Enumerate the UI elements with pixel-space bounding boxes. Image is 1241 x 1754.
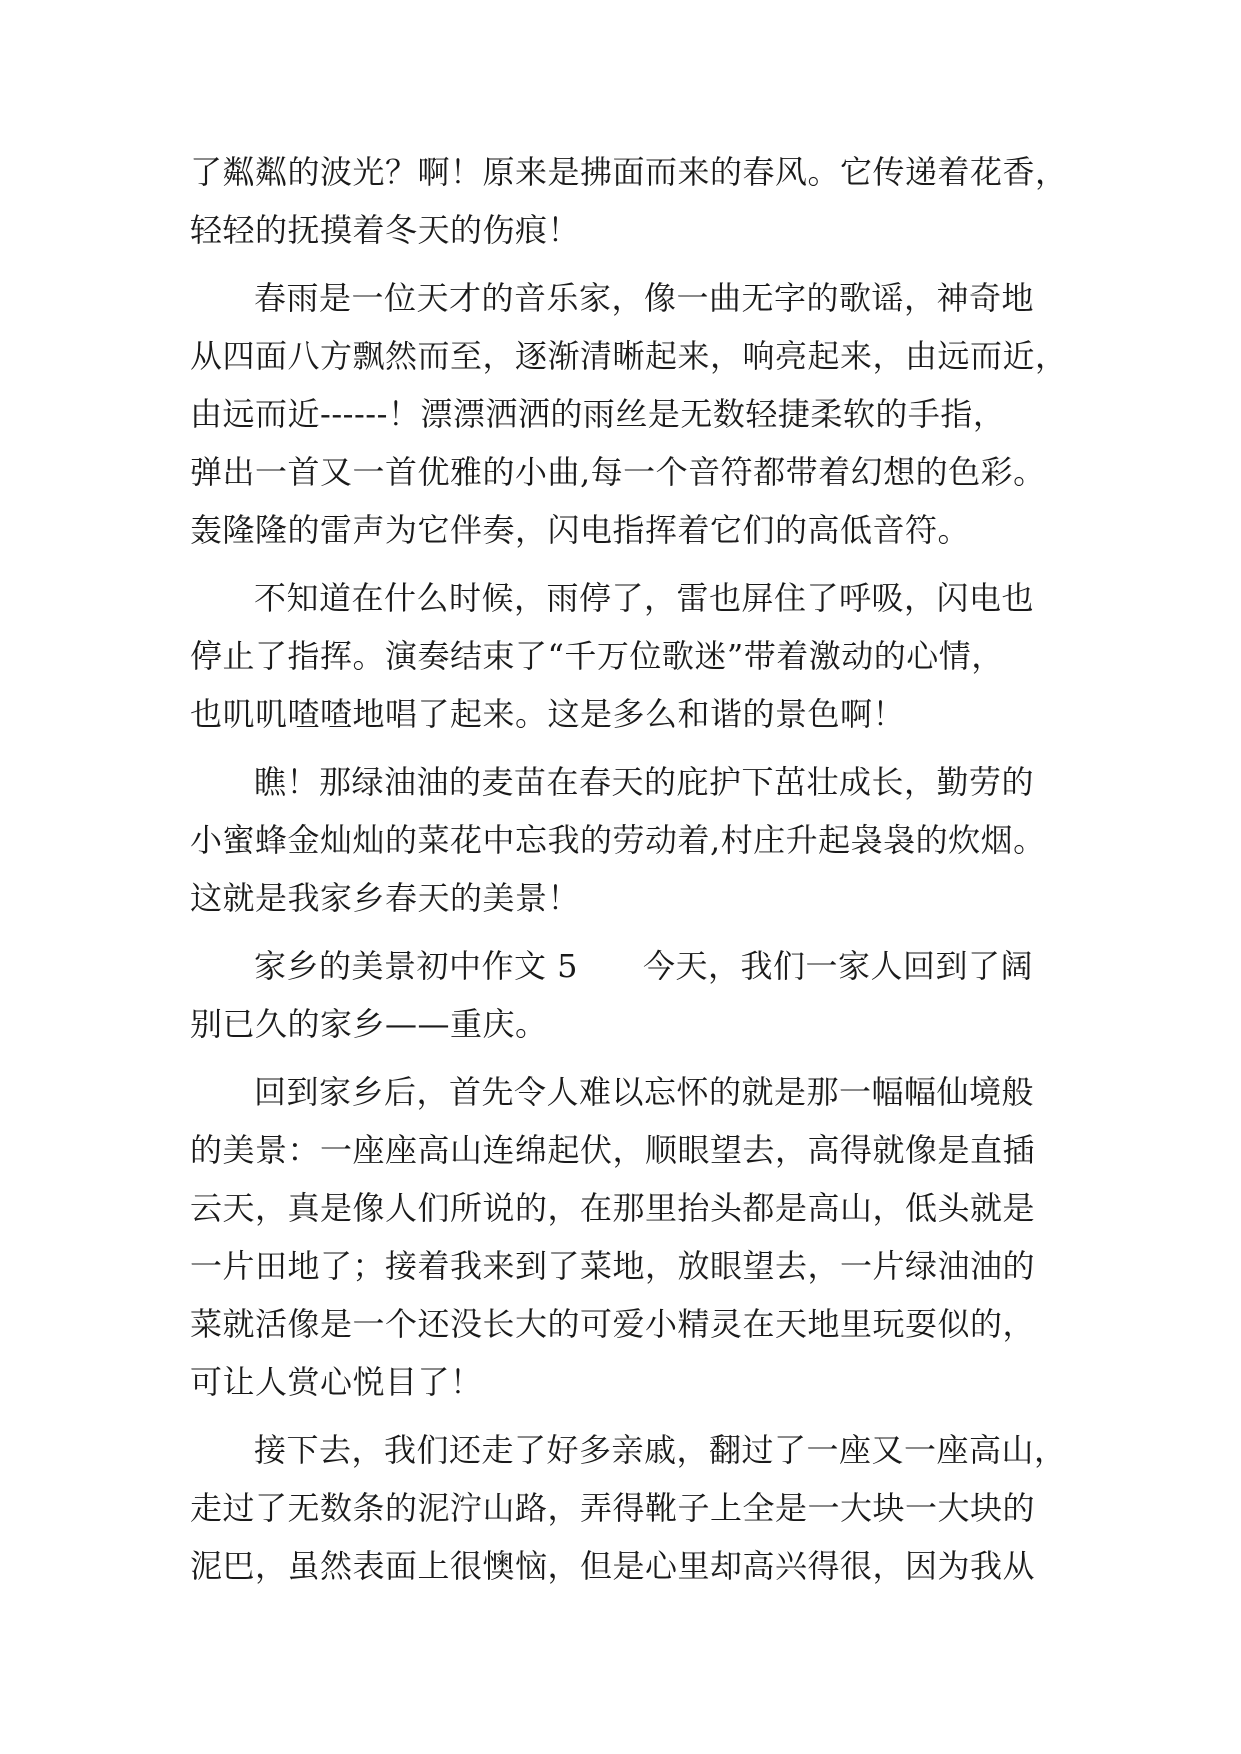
text-line: 这就是我家乡春天的美景！ <box>190 879 581 917</box>
text-line: 弹出一首又一首优雅的小曲,每一个音符都带着幻想的色彩。 <box>190 453 1046 491</box>
text-line: 了粼粼的波光？啊！原来是拂面而来的春风。它传递着花香， <box>190 153 1068 191</box>
paragraph-start-line: 家乡的美景初中作文 5 今天，我们一家人回到了阔 <box>254 947 1034 985</box>
text-line: 从四面八方飘然而至，逐渐清晰起来，响亮起来，由远而近， <box>190 337 1068 375</box>
text-line: 轻轻的抚摸着冬天的伤痕！ <box>190 211 581 249</box>
text-line: 别已久的家乡——重庆。 <box>190 1005 548 1043</box>
text-line: 停止了指挥。演奏结束了“千万位歌迷”带着激动的心情， <box>190 637 1004 675</box>
text-line: 泥巴，虽然表面上很懊恼，但是心里却高兴得很，因为我从 <box>190 1547 1036 1585</box>
text-line: 由远而近------！漂漂洒洒的雨丝是无数轻捷柔软的手指， <box>190 395 1006 433</box>
text-line: 可让人赏心悦目了！ <box>190 1363 483 1401</box>
text-line: 菜就活像是一个还没长大的可爱小精灵在天地里玩耍似的， <box>190 1305 1036 1343</box>
paragraph-start-line: 春雨是一位天才的音乐家，像一曲无字的歌谣，神奇地 <box>254 279 1035 317</box>
text-line: 的美景：一座座高山连绵起伏，顺眼望去，高得就像是直插 <box>190 1131 1036 1169</box>
paragraph-start-line: 瞧！那绿油油的麦苗在春天的庇护下茁壮成长，勤劳的 <box>254 763 1035 801</box>
text-line: 云天，真是像人们所说的，在那里抬头都是高山，低头就是 <box>190 1189 1036 1227</box>
paragraph-start-line: 接下去，我们还走了好多亲戚，翻过了一座又一座高山， <box>254 1431 1067 1469</box>
text-line: 也叽叽喳喳地唱了起来。这是多么和谐的景色啊！ <box>190 695 906 733</box>
text-line: 轰隆隆的雷声为它伴奏，闪电指挥着它们的高低音符。 <box>190 511 971 549</box>
paragraph-start-line: 回到家乡后，首先令人难以忘怀的就是那一幅幅仙境般 <box>254 1073 1035 1111</box>
paragraph-start-line: 不知道在什么时候，雨停了，雷也屏住了呼吸，闪电也 <box>254 579 1035 617</box>
text-line: 一片田地了；接着我来到了菜地，放眼望去，一片绿油油的 <box>190 1247 1036 1285</box>
text-line: 小蜜蜂金灿灿的菜花中忘我的劳动着,村庄升起袅袅的炊烟。 <box>190 821 1046 859</box>
text-line: 走过了无数条的泥泞山路，弄得靴子上全是一大块一大块的 <box>190 1489 1036 1527</box>
